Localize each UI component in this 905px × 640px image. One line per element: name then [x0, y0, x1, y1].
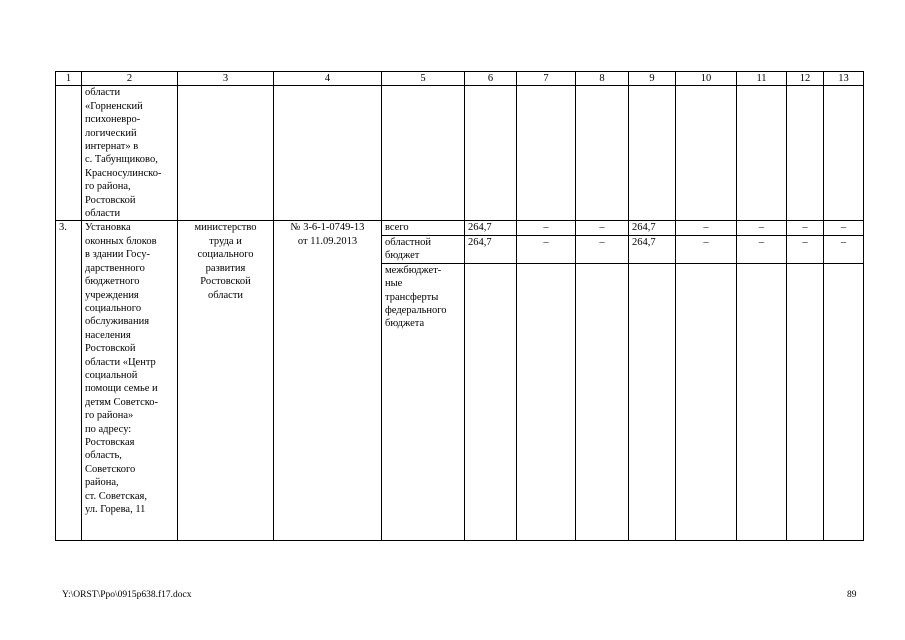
column-number: 11	[737, 72, 787, 86]
value-cell: –	[676, 235, 737, 263]
value-cell	[517, 263, 576, 540]
row-number: 3.	[56, 221, 82, 540]
continued-row	[56, 86, 864, 221]
value-cell: –	[737, 221, 787, 235]
value-cell	[465, 263, 517, 540]
column-number: 6	[465, 72, 517, 86]
column-number: 1	[56, 72, 82, 86]
object-name-continued: области «Горненский психоневро- логический интернат» в с. Табунщиково, Красносулинско- го района, Ростовской области	[82, 86, 178, 221]
value-cell: –	[824, 221, 864, 235]
value-cell: –	[824, 235, 864, 263]
value-cell	[676, 263, 737, 540]
funding-source-total: всего	[382, 221, 465, 235]
value-cell: 264,7	[465, 235, 517, 263]
value-cell: –	[576, 221, 629, 235]
column-number: 7	[517, 72, 576, 86]
value-cell: –	[787, 235, 824, 263]
funding-source-regional: областной бюджет	[382, 235, 465, 263]
document-number: № 3-6-1-0749-13 от 11.09.2013	[274, 221, 382, 540]
value-cell: 264,7	[629, 235, 676, 263]
column-number: 8	[576, 72, 629, 86]
value-cell	[629, 263, 676, 540]
value-cell	[824, 263, 864, 540]
value-cell: –	[576, 235, 629, 263]
page-number: 89	[847, 590, 857, 600]
value-cell	[737, 263, 787, 540]
executor: министерство труда и социального развития Ростовской области	[178, 221, 274, 540]
value-cell: –	[787, 221, 824, 235]
value-cell: –	[517, 221, 576, 235]
value-cell: 264,7	[629, 221, 676, 235]
column-number-row	[56, 72, 864, 86]
column-number: 13	[824, 72, 864, 86]
column-number: 9	[629, 72, 676, 86]
object-name: Установка оконных блоков в здании Госу- дарственного бюджетного учреждения социального обслуживания населения Ростовской области «Центр социальной помощи семье и детям Советско- го района» по адресу: Ростовская область, Советского района, ст. Советская, ул. Горева, 11	[82, 221, 178, 540]
column-number: 10	[676, 72, 737, 86]
column-number: 4	[274, 72, 382, 86]
value-cell: –	[737, 235, 787, 263]
column-number: 3	[178, 72, 274, 86]
value-cell: –	[517, 235, 576, 263]
budget-table	[55, 71, 864, 541]
column-number: 12	[787, 72, 824, 86]
funding-source-federal: межбюджет- ные трансферты федерального бюджета	[382, 263, 465, 540]
document-path: Y:\ORST\Ppo\0915p638.f17.docx	[62, 590, 192, 600]
value-cell: –	[676, 221, 737, 235]
value-cell	[576, 263, 629, 540]
column-number: 5	[382, 72, 465, 86]
column-number: 2	[82, 72, 178, 86]
value-cell: 264,7	[465, 221, 517, 235]
table-row	[56, 221, 864, 235]
value-cell	[787, 263, 824, 540]
